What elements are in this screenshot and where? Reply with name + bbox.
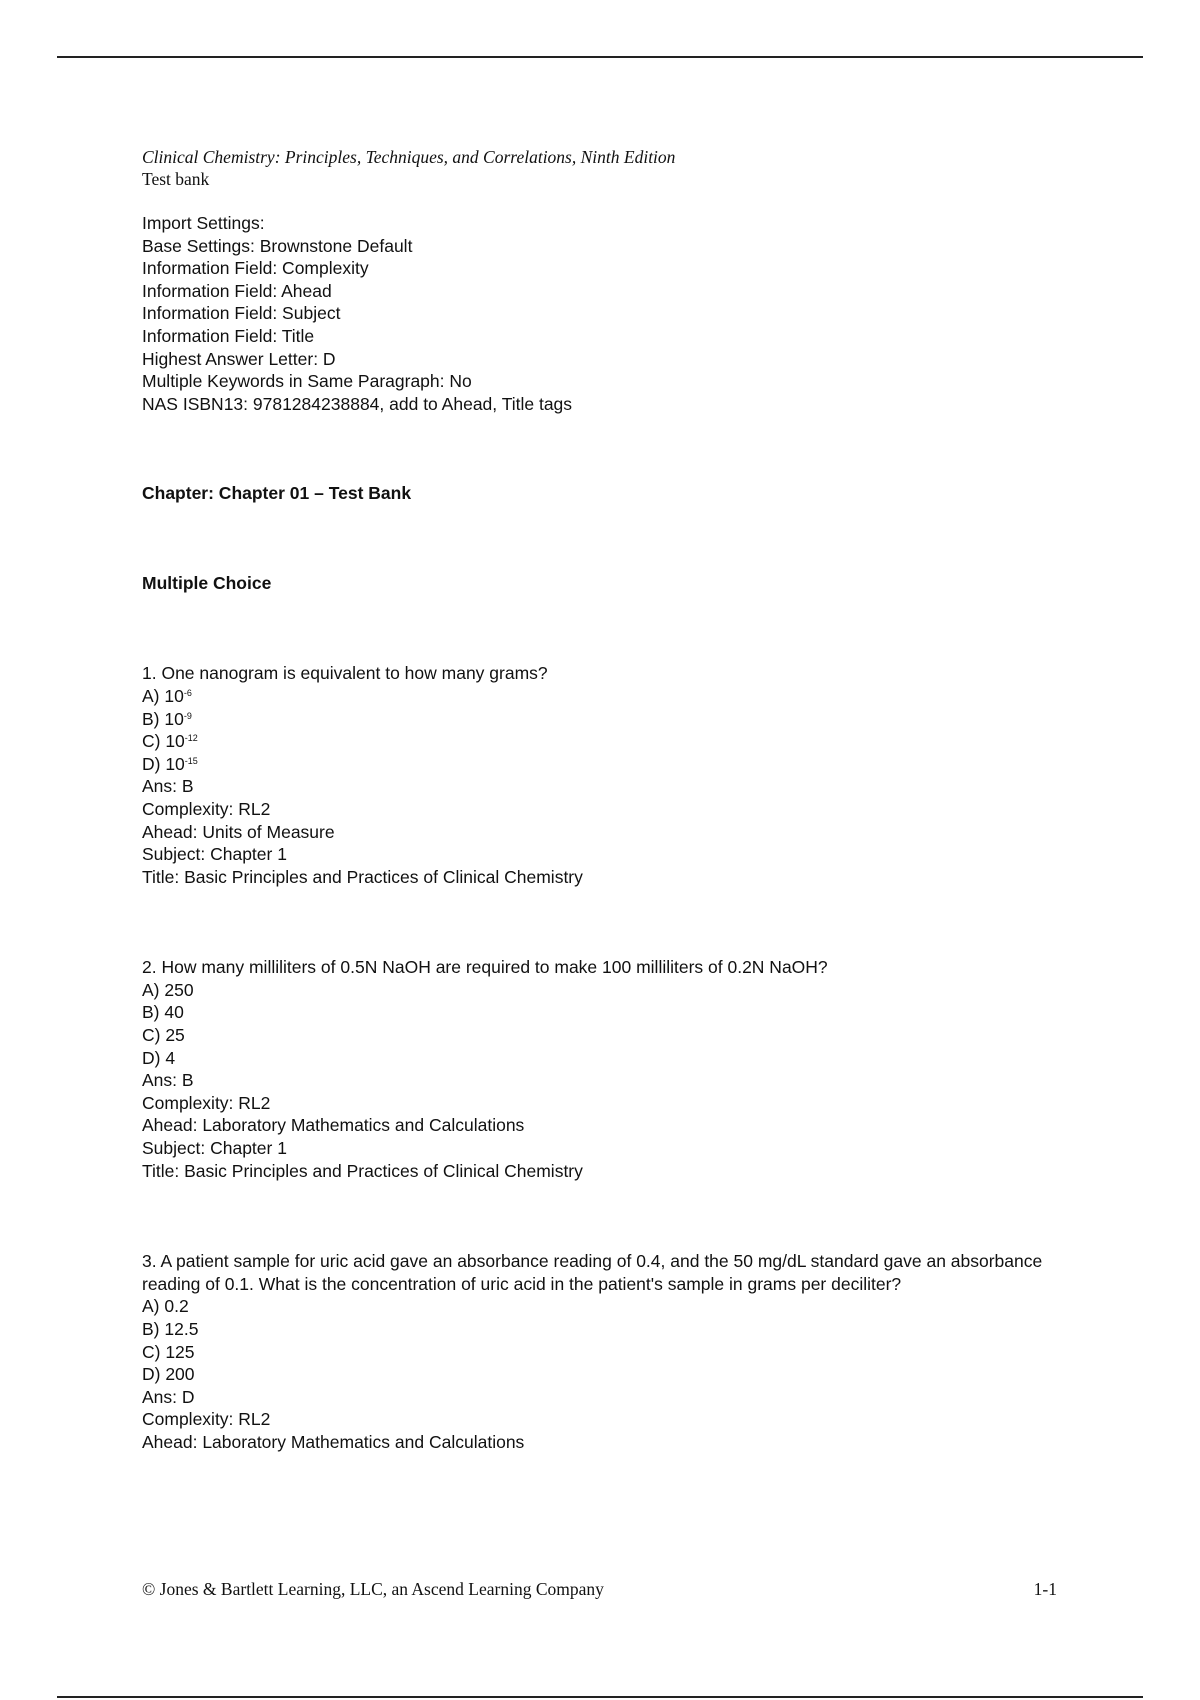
chapter-heading: Chapter: Chapter 01 – Test Bank xyxy=(142,483,412,504)
answer-option: A) 0.2 xyxy=(142,1296,189,1317)
section-heading: Multiple Choice xyxy=(142,573,272,594)
option-label: B) 10 xyxy=(142,708,184,729)
answer-option: C) 125 xyxy=(142,1341,195,1362)
settings-line: Information Field: Complexity xyxy=(142,258,369,279)
answer-option xyxy=(142,730,1072,753)
subject-tag: Subject: Chapter 1 xyxy=(142,844,287,865)
answer-option: A) 250 xyxy=(142,979,194,1000)
top-rule xyxy=(57,56,1143,58)
document-body xyxy=(142,146,1072,1454)
question-1 xyxy=(142,662,1072,888)
ahead-tag: Ahead: Laboratory Mathematics and Calculations xyxy=(142,1431,525,1452)
question-text: 1. One nanogram is equivalent to how many grams? xyxy=(142,663,548,684)
answer-key: Ans: B xyxy=(142,776,194,797)
answer-option xyxy=(142,753,1072,776)
answer-option: D) 4 xyxy=(142,1047,176,1068)
settings-line: Import Settings: xyxy=(142,213,265,233)
settings-line: NAS ISBN13: 9781284238884, add to Ahead, Title tags xyxy=(142,393,573,414)
answer-option xyxy=(142,708,1072,731)
question-text: 3. A patient sample for uric acid gave an absorbance reading of 0.4, and the 50 mg/dL standard gave an absorbance reading of 0.1. What is the concentration of uric acid in the patient's sample in grams per deciliter? xyxy=(142,1251,1043,1294)
answer-key: Ans: D xyxy=(142,1386,195,1407)
import-settings xyxy=(142,212,1072,415)
settings-line: Information Field: Title xyxy=(142,325,315,346)
settings-line: Information Field: Ahead xyxy=(142,280,332,301)
title-tag: Title: Basic Principles and Practices of Clinical Chemistry xyxy=(142,866,583,887)
subject-tag: Subject: Chapter 1 xyxy=(142,1138,287,1159)
ahead-tag: Ahead: Laboratory Mathematics and Calculations xyxy=(142,1115,525,1136)
option-exponent: -15 xyxy=(184,755,198,766)
answer-option: C) 25 xyxy=(142,1025,185,1046)
option-exponent: -12 xyxy=(184,733,198,744)
question-2 xyxy=(142,956,1072,1182)
question-3 xyxy=(142,1250,1072,1453)
complexity-tag: Complexity: RL2 xyxy=(142,1092,271,1113)
title-tag: Title: Basic Principles and Practices of Clinical Chemistry xyxy=(142,1160,583,1181)
book-subtitle: Test bank xyxy=(142,169,210,189)
page-number: 1-1 xyxy=(1033,1579,1057,1599)
settings-line: Information Field: Subject xyxy=(142,303,341,324)
answer-option: B) 40 xyxy=(142,1002,184,1023)
option-label: D) 10 xyxy=(142,753,185,774)
complexity-tag: Complexity: RL2 xyxy=(142,1409,271,1430)
answer-key: Ans: B xyxy=(142,1070,194,1091)
option-exponent: -9 xyxy=(183,710,192,721)
option-exponent: -6 xyxy=(183,687,192,698)
answer-option xyxy=(142,685,1072,708)
option-label: C) 10 xyxy=(142,731,185,752)
option-label: A) 10 xyxy=(142,685,184,706)
answer-option: D) 200 xyxy=(142,1364,195,1385)
book-title: Clinical Chemistry: Principles, Techniques, and Correlations, Ninth Edition xyxy=(142,147,676,167)
copyright-notice: © Jones & Bartlett Learning, LLC, an Ascend Learning Company xyxy=(142,1579,604,1599)
bottom-rule xyxy=(57,1696,1143,1698)
settings-line: Highest Answer Letter: D xyxy=(142,348,336,369)
settings-line: Base Settings: Brownstone Default xyxy=(142,235,413,256)
complexity-tag: Complexity: RL2 xyxy=(142,798,271,819)
question-text: 2. How many milliliters of 0.5N NaOH are required to make 100 milliliters of 0.2N NaOH? xyxy=(142,957,828,978)
settings-line: Multiple Keywords in Same Paragraph: No xyxy=(142,371,472,392)
ahead-tag: Ahead: Units of Measure xyxy=(142,821,335,842)
answer-option: B) 12.5 xyxy=(142,1319,199,1339)
